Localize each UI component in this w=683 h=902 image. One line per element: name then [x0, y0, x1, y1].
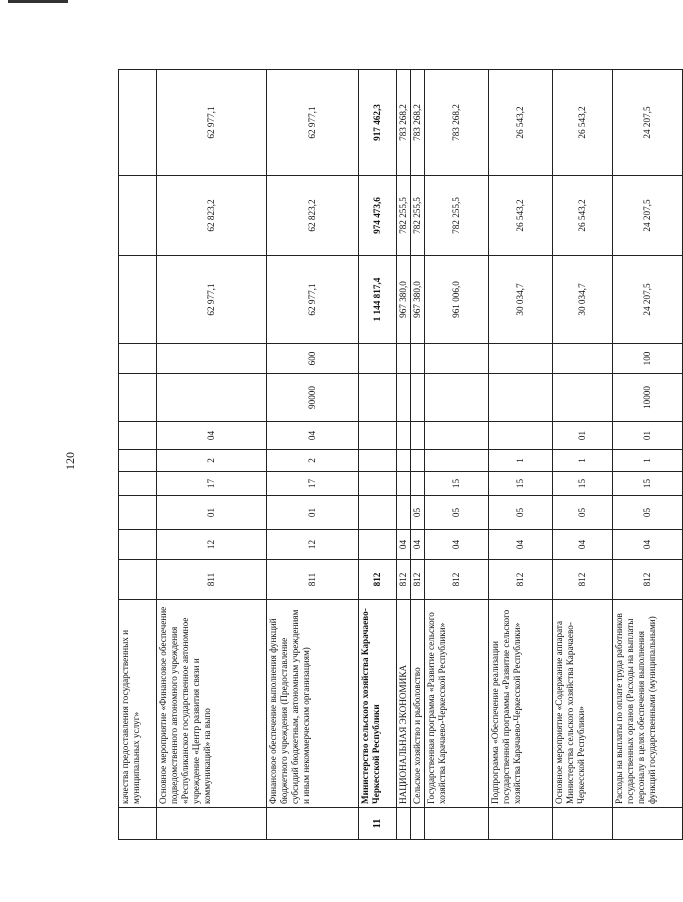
cell-idx	[553, 808, 613, 840]
cell-c2	[119, 530, 157, 560]
cell-c3	[397, 496, 411, 530]
cell-v1: 1 144 817,4	[359, 256, 397, 344]
cell-c1	[119, 560, 157, 600]
cell-c6	[397, 422, 411, 450]
cell-c8	[411, 344, 425, 374]
cell-c5	[359, 450, 397, 472]
cell-c2: 12	[267, 530, 359, 560]
cell-c4: 17	[267, 472, 359, 496]
cell-c4: 15	[613, 472, 683, 496]
table-row	[157, 70, 267, 840]
cell-v2: 782 255,5	[411, 176, 425, 256]
cell-v1: 967 380,0	[411, 256, 425, 344]
cell-c3: 05	[425, 496, 489, 530]
cell-c8: 100	[613, 344, 683, 374]
cell-c6	[119, 422, 157, 450]
cell-v2: 782 255,5	[397, 176, 411, 256]
cell-c8	[119, 344, 157, 374]
cell-c7	[489, 374, 553, 422]
cell-c1: 812	[359, 560, 397, 600]
scan-edge-mark	[8, 0, 68, 3]
cell-v3: 917 462,3	[359, 70, 397, 176]
table-row	[489, 70, 553, 840]
cell-c4: 15	[553, 472, 613, 496]
cell-c8	[425, 344, 489, 374]
cell-idx	[425, 808, 489, 840]
cell-name: Министерство сельского хозяйства Карачаево-Черкесской Республики	[359, 600, 397, 808]
cell-c2: 12	[157, 530, 267, 560]
cell-c7	[411, 374, 425, 422]
cell-v1	[119, 256, 157, 344]
cell-c7	[119, 374, 157, 422]
cell-v1: 24 207,5	[613, 256, 683, 344]
cell-v2	[119, 176, 157, 256]
cell-c6: 04	[267, 422, 359, 450]
cell-v2: 26 543,2	[553, 176, 613, 256]
cell-c4: 15	[489, 472, 553, 496]
cell-c4: 17	[157, 472, 267, 496]
table-row	[267, 70, 359, 840]
cell-v1: 62 977,1	[157, 256, 267, 344]
cell-v2: 974 473,6	[359, 176, 397, 256]
cell-c6	[489, 422, 553, 450]
cell-idx	[489, 808, 553, 840]
cell-v2: 782 255,5	[425, 176, 489, 256]
cell-c5: 1	[489, 450, 553, 472]
cell-c3	[359, 496, 397, 530]
cell-v1: 30 034,7	[553, 256, 613, 344]
cell-c8	[553, 344, 613, 374]
cell-c6	[411, 422, 425, 450]
cell-name: Основное мероприятие «Финансовое обеспечение подведомственного автономного учреждения «Республиканское государственное автономное учреждение «Центр развития связи и коммуникаций» на выпо	[157, 600, 267, 808]
cell-name: НАЦИОНАЛЬНАЯ ЭКОНОМИКА	[397, 600, 411, 808]
cell-idx	[267, 808, 359, 840]
cell-c5: 2	[157, 450, 267, 472]
cell-c1: 812	[553, 560, 613, 600]
cell-v3: 62 977,1	[267, 70, 359, 176]
cell-v3: 783 268,2	[411, 70, 425, 176]
cell-c3: 05	[411, 496, 425, 530]
cell-c3: 05	[613, 496, 683, 530]
cell-v3: 783 268,2	[425, 70, 489, 176]
cell-c1: 812	[411, 560, 425, 600]
cell-name: качества предоставления государственных и муниципальных услуг»	[119, 600, 157, 808]
cell-c7	[553, 374, 613, 422]
cell-c5: 1	[613, 450, 683, 472]
table-row	[397, 70, 411, 840]
cell-c7	[157, 374, 267, 422]
cell-v3: 783 268,2	[397, 70, 411, 176]
cell-idx	[119, 808, 157, 840]
cell-v3: 62 977,1	[157, 70, 267, 176]
cell-name: Расходы на выплаты по оплате труда работников государственных органов (Расходы на выплаты персоналу в целях обеспечения выполнения функций государственными (муниципальными)	[613, 600, 683, 808]
page-number: 120	[63, 452, 77, 470]
cell-v3: 26 543,2	[489, 70, 553, 176]
cell-c4	[359, 472, 397, 496]
cell-c1: 812	[397, 560, 411, 600]
cell-c4	[397, 472, 411, 496]
cell-idx	[411, 808, 425, 840]
table-row	[411, 70, 425, 840]
cell-c7	[359, 374, 397, 422]
cell-c7	[425, 374, 489, 422]
cell-idx	[397, 808, 411, 840]
cell-v2: 62 823,2	[267, 176, 359, 256]
table-row	[119, 70, 157, 840]
cell-c3	[119, 496, 157, 530]
cell-c2: 04	[489, 530, 553, 560]
cell-idx	[613, 808, 683, 840]
cell-c2: 04	[397, 530, 411, 560]
cell-c5: 1	[553, 450, 613, 472]
cell-v3	[119, 70, 157, 176]
cell-c1: 811	[267, 560, 359, 600]
cell-c8	[157, 344, 267, 374]
cell-c4	[411, 472, 425, 496]
cell-c2: 04	[553, 530, 613, 560]
cell-name: Государственная программа «Развитие сельского хозяйства Карачаево-Черкесской Республики»	[425, 600, 489, 808]
cell-c3: 05	[553, 496, 613, 530]
cell-c8	[359, 344, 397, 374]
cell-c2: 04	[425, 530, 489, 560]
cell-v3: 24 207,5	[613, 70, 683, 176]
cell-c5	[119, 450, 157, 472]
cell-c6: 01	[553, 422, 613, 450]
cell-idx: 11	[359, 808, 397, 840]
cell-c6	[425, 422, 489, 450]
cell-c5: 2	[267, 450, 359, 472]
cell-v2: 62 823,2	[157, 176, 267, 256]
cell-name: Финансовое обеспечение выполнения функций бюджетного учреждения (Предоставление субсидий бюджетным, автономным учреждениям и иным некоммерческим организациям)	[267, 600, 359, 808]
cell-name: Основное мероприятие «Содержание аппарата Министерства сельского хозяйства Карачаево-Черкесской Республики»	[553, 600, 613, 808]
cell-c6	[359, 422, 397, 450]
cell-c8: 600	[267, 344, 359, 374]
cell-c6: 04	[157, 422, 267, 450]
cell-idx	[157, 808, 267, 840]
cell-c1: 811	[157, 560, 267, 600]
cell-c5	[397, 450, 411, 472]
cell-c1: 812	[489, 560, 553, 600]
cell-c5	[411, 450, 425, 472]
cell-c7: 10000	[613, 374, 683, 422]
cell-v2: 24 207,5	[613, 176, 683, 256]
cell-v2: 26 543,2	[489, 176, 553, 256]
cell-name: Подпрограмма «Обеспечение реализации государственной программы «Развитие сельского хозяйства Карачаево-Черкесской Республики»	[489, 600, 553, 808]
cell-c4	[119, 472, 157, 496]
cell-c4: 15	[425, 472, 489, 496]
cell-v3: 26 543,2	[553, 70, 613, 176]
cell-c2	[359, 530, 397, 560]
cell-c6: 01	[613, 422, 683, 450]
table-row	[359, 70, 397, 840]
cell-c7	[397, 374, 411, 422]
table-row	[553, 70, 613, 840]
cell-name: Сельское хозяйство и рыболовство	[411, 600, 425, 808]
cell-c1: 812	[425, 560, 489, 600]
cell-c7: 90000	[267, 374, 359, 422]
cell-v1: 967 380,0	[397, 256, 411, 344]
cell-c1: 812	[613, 560, 683, 600]
budget-table-container	[118, 70, 657, 840]
budget-table	[118, 69, 683, 840]
table-row	[425, 70, 489, 840]
cell-v1: 961 006,0	[425, 256, 489, 344]
cell-c3: 01	[157, 496, 267, 530]
cell-v1: 30 034,7	[489, 256, 553, 344]
cell-c8	[397, 344, 411, 374]
cell-c3: 05	[489, 496, 553, 530]
cell-c3: 01	[267, 496, 359, 530]
cell-v1: 62 977,1	[267, 256, 359, 344]
cell-c2: 04	[411, 530, 425, 560]
cell-c5	[425, 450, 489, 472]
cell-c2: 04	[613, 530, 683, 560]
cell-c8	[489, 344, 553, 374]
table-row	[613, 70, 683, 840]
